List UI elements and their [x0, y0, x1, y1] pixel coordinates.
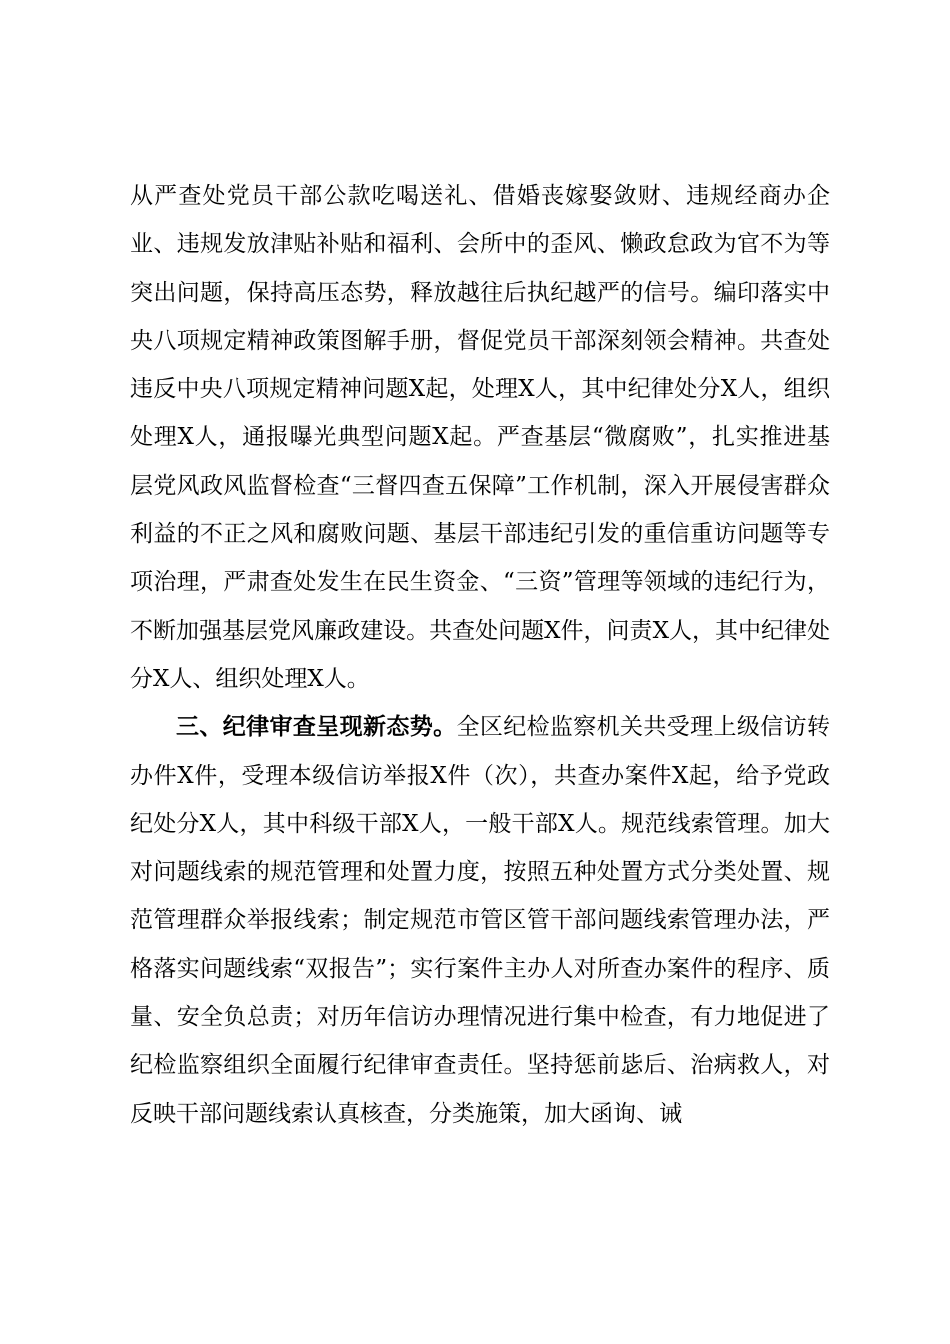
paragraph-section-3 [130, 703, 830, 1138]
paragraph-continued: 从严查处党员干部公款吃喝送礼、借婚丧嫁娶敛财、违规经商办企业、违规发放津贴补贴和福利、会所中的歪风、懒政怠政为官不为等突出问题，保持高压态势，释放越往后执纪越严的信号。编印落实中央八项规定精神政策图解手册，督促党员干部深刻领会精神。共查处违反中央八项规定精神问题X起，处理X人，其中纪律处分X人，组织处理X人，通报曝光典型问题X起。严查基层“微腐败”，扎实推进基层党风政风监督检查“三督四查五保障”工作机制，深入开展侵害群众利益的不正之风和腐败问题、基层干部违纪引发的重信重访问题等专项治理，严肃查处发生在民生资金、“三资”管理等领域的违纪行为，不断加强基层党风廉政建设。共查处问题X件，问责X人，其中纪律处分X人、组织处理X人。 [130, 183, 830, 692]
document-page [130, 172, 830, 1138]
section-3-body: 全区纪检监察机关共受理上级信访转办件X件，受理本级信访举报X件（次），共查办案件X起，给予党政纪处分X人，其中科级干部X人，一般干部X人。规范线索管理。加大对问题线索的规范管理和处置力度，按照五种处置方式分类处置、规范管理群众举报线索；制定规范市管区管干部问题线索管理办法，严格落实问题线索“双报告”；实行案件主办人对所查办案件的程序、质量、安全负总责；对历年信访办理情况进行集中检查，有力地促进了纪检监察组织全面履行纪律审查责任。坚持惩前毖后、治病救人，对反映干部问题线索认真核查，分类施策，加大函询、诫 [130, 714, 831, 1127]
section-3-heading: 三、纪律审查呈现新态势。 [176, 713, 457, 741]
